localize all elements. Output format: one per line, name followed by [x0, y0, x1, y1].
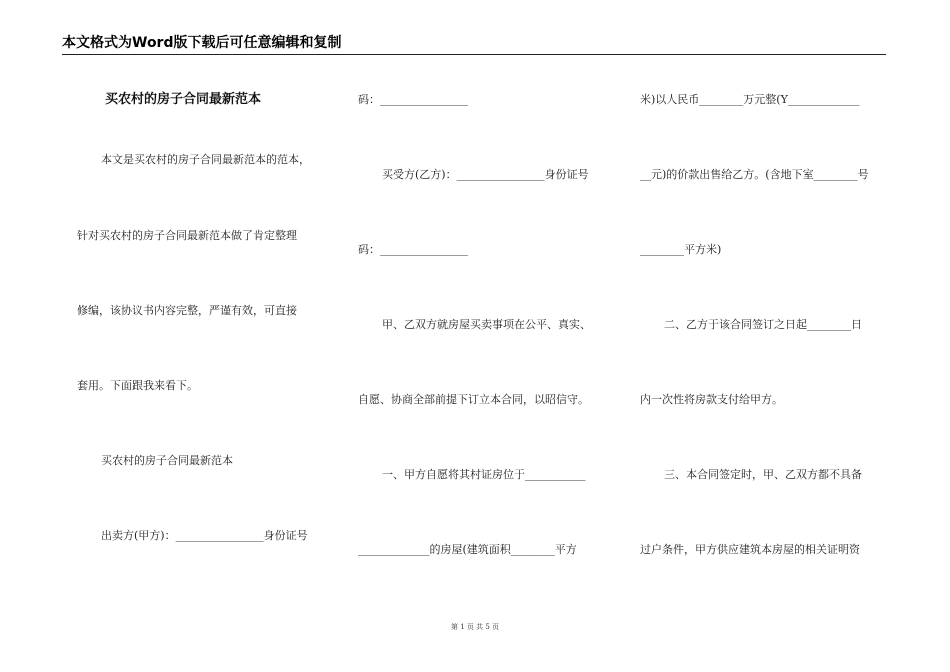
page-number: 第 1 页 共 5 页	[450, 623, 500, 631]
paragraph-line: 过户条件，甲方供应建筑本房屋的相关证明资	[640, 543, 860, 556]
paragraph-line: 修编，该协议书内容完整，严谨有效，可直接	[77, 304, 297, 317]
text-column-2	[358, 0, 618, 672]
section-heading: 买农村的房子合同最新范本	[101, 454, 233, 467]
paragraph-line: 甲、乙双方就房屋买卖事项在公平、真实、	[382, 318, 591, 331]
paragraph-line: 套用。下面跟我来看下。	[77, 379, 198, 392]
paragraph-line: __元)的价款出售给乙方。(含地下室________号	[640, 168, 869, 181]
paragraph-line: 码：________________	[358, 93, 468, 106]
document-header: 本文格式为Word版下载后可任意编辑和复制	[62, 34, 886, 55]
paragraph-line: ________平方米)	[640, 243, 722, 256]
paragraph-line: 针对买农村的房子合同最新范本做了肯定整理	[77, 229, 297, 242]
text-column-3	[640, 0, 900, 672]
paragraph-line: 内一次性将房款支付给甲方。	[640, 393, 783, 406]
paragraph-line: _____________的房屋(建筑面积________平方	[358, 543, 577, 556]
document-title: 买农村的房子合同最新范本	[105, 92, 262, 107]
paragraph-line: 出卖方(甲方)：________________身份证号	[101, 529, 308, 542]
paragraph-line: 一、甲方自愿将其村证房位于___________	[382, 468, 586, 481]
paragraph-line: 米)以人民币________万元整(Y_____________	[640, 93, 860, 106]
paragraph-line: 三、本合同签定时，甲、乙双方都不具备	[664, 468, 862, 481]
paragraph-line: 码：________________	[358, 243, 468, 256]
paragraph-line: 二、乙方于该合同签订之日起________日	[664, 318, 862, 331]
text-column-1	[77, 0, 337, 672]
paragraph-line: 本文是买农村的房子合同最新范本的范本，	[101, 153, 310, 166]
paragraph-line: 自愿、协商全部前提下订立本合同，以昭信守。	[358, 393, 589, 406]
paragraph-line: 买受方(乙方)：________________身份证号	[382, 168, 589, 181]
